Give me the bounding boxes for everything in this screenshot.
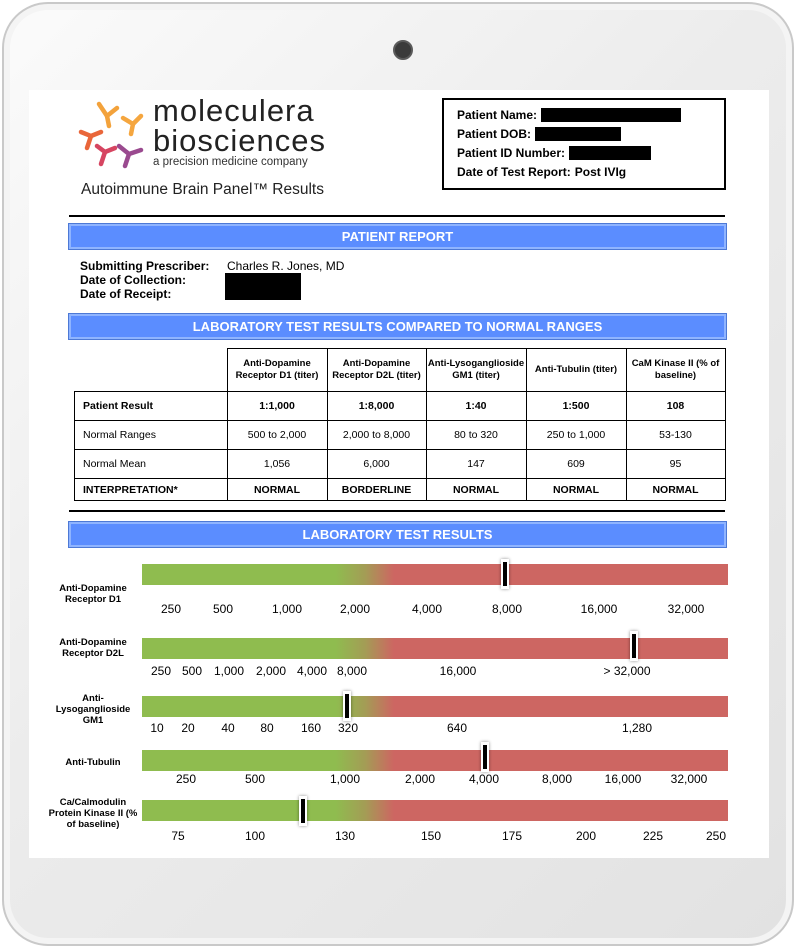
table-row xyxy=(75,421,726,450)
tick-label: 150 xyxy=(420,829,442,843)
results-table xyxy=(74,348,726,501)
tick-label: 640 xyxy=(446,721,468,735)
range-bar xyxy=(142,638,728,659)
tick-label: 10 xyxy=(150,721,164,735)
tick-label: 2,000 xyxy=(339,602,371,616)
molecule-logo-icon xyxy=(75,96,149,174)
table-cell: 1:1,000 xyxy=(227,392,327,421)
table-header-row xyxy=(75,349,726,392)
tick-label: 16,000 xyxy=(604,772,642,786)
tick-label: 32,000 xyxy=(670,772,708,786)
patient-name-label: Patient Name: xyxy=(457,107,538,122)
column-header: Anti-Lysoganglioside GM1 (titer) xyxy=(426,349,526,392)
table-divider xyxy=(69,510,725,512)
range-bar xyxy=(142,750,728,771)
report-date-row xyxy=(457,162,724,181)
brand-tagline: a precision medicine company xyxy=(153,156,308,168)
tick-label: 250 xyxy=(175,772,197,786)
bar-label: Ca/Calmodulin Protein Kinase II (% of baseline) xyxy=(48,797,138,830)
tick-label: 500 xyxy=(212,602,234,616)
row-label: INTERPRETATION* xyxy=(75,479,228,501)
patient-dob-label: Patient DOB: xyxy=(457,126,532,141)
patient-id-row xyxy=(457,143,724,162)
brand-line-1: moleculera xyxy=(153,93,315,128)
redacted-patient-id xyxy=(569,146,651,160)
table-cell: 1:500 xyxy=(526,392,626,421)
table-cell: 95 xyxy=(626,450,725,479)
result-marker xyxy=(630,631,638,661)
table-cell: NORMAL xyxy=(526,479,626,501)
tick-label: 100 xyxy=(244,829,266,843)
table-cell: 250 to 1,000 xyxy=(526,421,626,450)
tick-label: 1,000 xyxy=(213,664,245,678)
tick-label: 250 xyxy=(150,664,172,678)
table-row xyxy=(75,392,726,421)
report-date-label: Date of Test Report: xyxy=(457,164,571,179)
tick-label: 1,280 xyxy=(621,721,653,735)
table-cell: 2,000 to 8,000 xyxy=(327,421,426,450)
table-row xyxy=(75,450,726,479)
range-bar xyxy=(142,696,728,717)
bar-label: Anti-Dopamine Receptor D1 xyxy=(59,583,127,605)
tick-label: 20 xyxy=(181,721,195,735)
table-cell: NORMAL xyxy=(227,479,327,501)
collection-date-label: Date of Collection: xyxy=(80,273,187,287)
tick-label: > 32,000 xyxy=(603,664,651,678)
report-date-value: Post IVIg xyxy=(574,164,627,179)
tick-label: 250 xyxy=(160,602,182,616)
report-screen xyxy=(29,90,769,858)
tick-label: 8,000 xyxy=(336,664,368,678)
camera-icon xyxy=(393,40,413,60)
row-label: Normal Ranges xyxy=(75,421,228,450)
table-cell: NORMAL xyxy=(426,479,526,501)
tick-label: 200 xyxy=(575,829,597,843)
row-label: Patient Result xyxy=(75,392,228,421)
row-label: Normal Mean xyxy=(75,450,228,479)
tick-label: 1,000 xyxy=(271,602,303,616)
table-cell: 108 xyxy=(626,392,725,421)
patient-id-label: Patient ID Number: xyxy=(457,145,566,160)
tick-label: 500 xyxy=(244,772,266,786)
table-corner xyxy=(75,349,228,392)
patient-report-band: PATIENT REPORT xyxy=(69,224,726,249)
patient-info-box xyxy=(442,98,726,190)
tick-label: 4,000 xyxy=(296,664,328,678)
range-bar xyxy=(142,564,728,585)
redacted-patient-dob xyxy=(535,127,621,141)
comparison-band: LABORATORY TEST RESULTS COMPARED TO NORMAL RANGES xyxy=(69,314,726,339)
tick-label: 160 xyxy=(300,721,322,735)
column-header: Anti-Dopamine Receptor D1 (titer) xyxy=(227,349,327,392)
tick-label: 2,000 xyxy=(255,664,287,678)
column-header: Anti-Tubulin (titer) xyxy=(526,349,626,392)
prescriber-value: Charles R. Jones, MD xyxy=(227,259,345,273)
table-cell: 1,056 xyxy=(227,450,327,479)
tick-label: 500 xyxy=(181,664,203,678)
table-cell: 1:40 xyxy=(426,392,526,421)
tick-label: 75 xyxy=(171,829,185,843)
patient-dob-row xyxy=(457,124,724,143)
tick-label: 4,000 xyxy=(468,772,500,786)
tick-label: 16,000 xyxy=(439,664,477,678)
table-cell: BORDERLINE xyxy=(327,479,426,501)
table-cell: NORMAL xyxy=(626,479,725,501)
table-cell: 609 xyxy=(526,450,626,479)
table-cell: 1:8,000 xyxy=(327,392,426,421)
table-row xyxy=(75,479,726,501)
table-cell: 53-130 xyxy=(626,421,725,450)
patient-name-row xyxy=(457,105,724,124)
bar-label: Anti-Lysoganglioside GM1 xyxy=(55,693,131,726)
tick-label: 175 xyxy=(501,829,523,843)
tick-label: 4,000 xyxy=(411,602,443,616)
table-cell: 147 xyxy=(426,450,526,479)
tick-label: 250 xyxy=(705,829,727,843)
tick-label: 1,000 xyxy=(329,772,361,786)
tick-label: 40 xyxy=(221,721,235,735)
prescriber-label: Submitting Prescriber: xyxy=(80,259,210,273)
receipt-date-label: Date of Receipt: xyxy=(80,287,172,301)
result-marker xyxy=(299,796,307,826)
result-marker xyxy=(343,691,351,721)
range-bar xyxy=(142,800,728,821)
result-marker xyxy=(501,559,509,589)
redacted-dates xyxy=(225,273,301,300)
table-cell: 80 to 320 xyxy=(426,421,526,450)
table-cell: 500 to 2,000 xyxy=(227,421,327,450)
brand-line-2: biosciences xyxy=(153,123,326,158)
tick-label: 2,000 xyxy=(404,772,436,786)
header-divider xyxy=(69,215,725,217)
tick-label: 16,000 xyxy=(580,602,618,616)
result-marker xyxy=(481,742,489,772)
tick-label: 130 xyxy=(334,829,356,843)
tick-label: 80 xyxy=(260,721,274,735)
panel-title: Autoimmune Brain Panel™ Results xyxy=(81,181,324,198)
brand-name xyxy=(153,93,326,158)
tick-label: 8,000 xyxy=(491,602,523,616)
tick-label: 225 xyxy=(642,829,664,843)
column-header: Anti-Dopamine Receptor D2L (titer) xyxy=(327,349,426,392)
column-header: CaM Kinase II (% of baseline) xyxy=(626,349,725,392)
table-cell: 6,000 xyxy=(327,450,426,479)
lab-results-band: LABORATORY TEST RESULTS xyxy=(69,522,726,547)
tick-label: 320 xyxy=(337,721,359,735)
redacted-patient-name xyxy=(541,108,681,122)
bar-label: Anti-Tubulin xyxy=(65,757,121,768)
tick-label: 32,000 xyxy=(667,602,705,616)
bar-label: Anti-Dopamine Receptor D2L xyxy=(59,637,127,659)
tick-label: 8,000 xyxy=(541,772,573,786)
